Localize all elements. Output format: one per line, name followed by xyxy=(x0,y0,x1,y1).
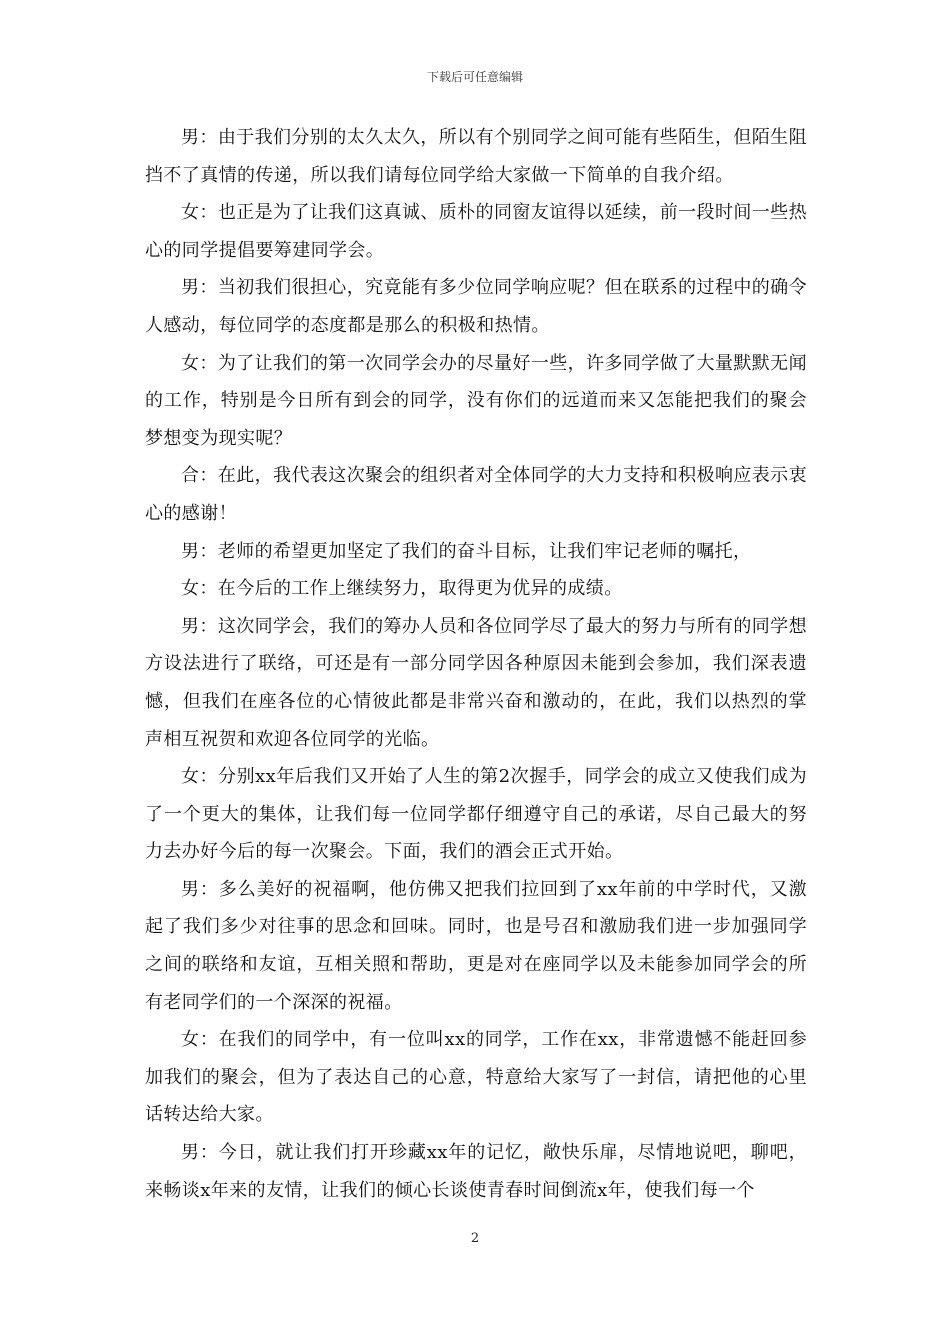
dialogue-paragraph: 女：分别xx年后我们又开始了人生的第2次握手，同学会的成立又使我们成为了一个更大的集体，让我们每一位同学都仔细遵守自己的承诺，尽自己最大的努力去办好今后的每一次聚会。下面，我们的酒会正式开始。 xyxy=(145,766,807,863)
dialogue-paragraph: 女：在今后的工作上继续努力，取得更为优异的成绩。 xyxy=(181,578,623,600)
dialogue-paragraph: 男：这次同学会，我们的筹办人员和各位同学尽了最大的努力与所有的同学想方设法进行了联络，可还是有一部分同学因各种原因未能到会参加，我们深表遗憾，但我们在座各位的心情彼此都是非常兴奋和激动的，在此，我们以热烈的掌声相互祝贺和欢迎各位同学的光临。 xyxy=(145,615,807,750)
dialogue-paragraph: 女：为了让我们的第一次同学会办的尽量好一些，许多同学做了大量默默无闻的工作，特别是今日所有到会的同学，没有你们的远道而来又怎能把我们的聚会梦想变为现实呢？ xyxy=(145,352,807,449)
dialogue-paragraph: 男：老师的希望更加坚定了我们的奋斗目标，让我们牢记老师的嘱托， xyxy=(181,540,752,562)
dialogue-paragraph: 男：今日，就让我们打开珍藏xx年的记忆，敞快乐扉，尽情地说吧，聊吧，来畅谈x年来的友情，让我们的倾心长谈使青春时间倒流x年，使我们每一个 xyxy=(145,1142,807,1201)
document-body xyxy=(145,119,807,1209)
dialogue-paragraph: 男：多么美好的祝福啊，他仿佛又把我们拉回到了xx年前的中学时代，又激起了我们多少对往事的思念和回味。同时，也是号召和激励我们进一步加强同学之间的联络和友谊，互相关照和帮助，更是对在座同学以及未能参加同学会的所有老同学们的一个深深的祝福。 xyxy=(145,878,807,1013)
dialogue-paragraph: 女：在我们的同学中，有一位叫xx的同学，工作在xx，非常遗憾不能赶回参加我们的聚会，但为了表达自己的心意，特意给大家写了一封信，请把他的心里话转达给大家。 xyxy=(145,1029,807,1126)
page-number: 2 xyxy=(470,1231,480,1246)
page-header: 下载后可任意编辑 xyxy=(426,70,523,84)
dialogue-paragraph: 男：当初我们很担心，究竟能有多少位同学响应呢？但在联系的过程中的确令人感动，每位同学的态度都是那么的积极和热情。 xyxy=(145,277,807,336)
dialogue-paragraph: 女：也正是为了让我们这真诚、质朴的同窗友谊得以延续，前一段时间一些热心的同学提倡要筹建同学会。 xyxy=(145,202,807,261)
dialogue-paragraph: 合：在此，我代表这次聚会的组织者对全体同学的大力支持和积极响应表示衷心的感谢！ xyxy=(145,465,807,524)
dialogue-paragraph: 男：由于我们分别的太久太久，所以有个别同学之间可能有些陌生，但陌生阻挡不了真情的传递，所以我们请每位同学给大家做一下简单的自我介绍。 xyxy=(145,127,807,186)
